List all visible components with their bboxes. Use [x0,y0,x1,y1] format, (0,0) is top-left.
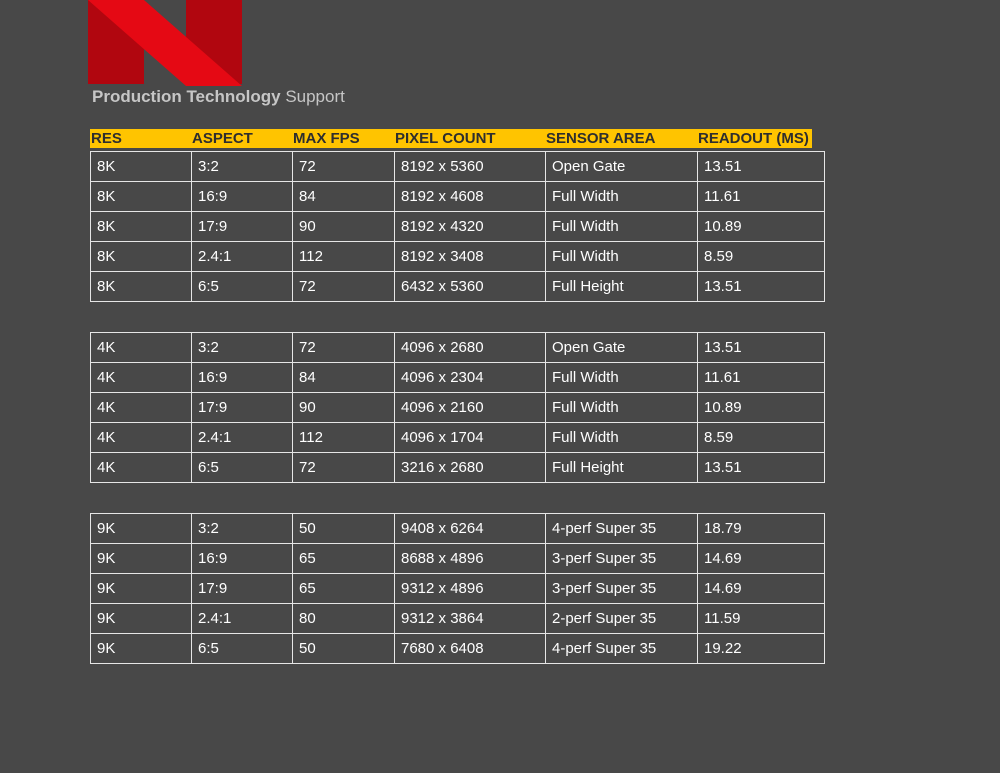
res-cell: 9K [91,634,192,664]
aspect-cell: 16:9 [192,544,293,574]
pixel-count-cell: 8192 x 4608 [395,182,546,212]
table-row [91,393,825,423]
max-fps-cell: 65 [293,544,395,574]
res-cell: 8K [91,242,192,272]
table-row [91,514,825,544]
max-fps-cell: 72 [293,333,395,363]
aspect-cell: 2.4:1 [192,242,293,272]
aspect-cell: 3:2 [192,514,293,544]
res-cell: 8K [91,212,192,242]
aspect-cell: 17:9 [192,212,293,242]
sensor-area-cell: 3-perf Super 35 [546,574,698,604]
max-fps-cell: 72 [293,152,395,182]
res-cell: 4K [91,453,192,483]
sensor-area-cell: Open Gate [546,152,698,182]
pixel-count-cell: 8192 x 3408 [395,242,546,272]
table-row [91,242,825,272]
brand-title [92,87,345,107]
sensor-area-cell: 3-perf Super 35 [546,544,698,574]
table-row [91,272,825,302]
sensor-area-cell: Full Height [546,272,698,302]
readout-cell: 18.79 [698,514,825,544]
table-row [91,544,825,574]
sensor-area-cell: Full Width [546,363,698,393]
table-row [91,182,825,212]
header-aspect: ASPECT [192,130,253,147]
max-fps-cell: 112 [293,423,395,453]
readout-cell: 10.89 [698,393,825,423]
pixel-count-cell: 9408 x 6264 [395,514,546,544]
res-cell: 4K [91,393,192,423]
table-row [91,634,825,664]
table-row [91,333,825,363]
sensor-area-cell: Full Width [546,242,698,272]
header-max-fps: MAX FPS [293,130,360,147]
max-fps-cell: 50 [293,634,395,664]
aspect-cell: 6:5 [192,634,293,664]
table-header [90,129,812,148]
res-cell: 9K [91,604,192,634]
pixel-count-cell: 6432 x 5360 [395,272,546,302]
res-cell: 8K [91,152,192,182]
header-pixel-count: PIXEL COUNT [395,130,496,147]
readout-cell: 13.51 [698,272,825,302]
sensor-area-cell: 4-perf Super 35 [546,514,698,544]
sensor-area-cell: Full Width [546,393,698,423]
table-row [91,152,825,182]
readout-cell: 19.22 [698,634,825,664]
table-row [91,453,825,483]
res-cell: 9K [91,574,192,604]
table-row [91,574,825,604]
res-cell: 4K [91,423,192,453]
pixel-count-cell: 4096 x 2304 [395,363,546,393]
readout-cell: 10.89 [698,212,825,242]
header-res: RES [91,130,122,147]
max-fps-cell: 80 [293,604,395,634]
sensor-area-cell: Full Width [546,212,698,242]
max-fps-cell: 72 [293,453,395,483]
readout-cell: 11.59 [698,604,825,634]
max-fps-cell: 72 [293,272,395,302]
sensor-area-cell: Open Gate [546,333,698,363]
max-fps-cell: 112 [293,242,395,272]
sensor-area-cell: Full Width [546,423,698,453]
readout-cell: 11.61 [698,182,825,212]
pixel-count-cell: 9312 x 4896 [395,574,546,604]
res-cell: 9K [91,514,192,544]
res-cell: 4K [91,333,192,363]
table-group-9k [90,513,825,664]
table-group-4k [90,332,825,483]
sensor-area-cell: 2-perf Super 35 [546,604,698,634]
max-fps-cell: 90 [293,393,395,423]
brand-title-bold: Production Technology [92,87,281,106]
aspect-cell: 17:9 [192,574,293,604]
aspect-cell: 3:2 [192,152,293,182]
max-fps-cell: 90 [293,212,395,242]
res-cell: 8K [91,272,192,302]
max-fps-cell: 50 [293,514,395,544]
readout-cell: 13.51 [698,152,825,182]
max-fps-cell: 84 [293,182,395,212]
aspect-cell: 3:2 [192,333,293,363]
pixel-count-cell: 8192 x 5360 [395,152,546,182]
readout-cell: 11.61 [698,363,825,393]
aspect-cell: 2.4:1 [192,423,293,453]
pixel-count-cell: 8688 x 4896 [395,544,546,574]
pixel-count-cell: 8192 x 4320 [395,212,546,242]
pixel-count-cell: 3216 x 2680 [395,453,546,483]
table-group-8k [90,151,825,302]
aspect-cell: 6:5 [192,453,293,483]
pixel-count-cell: 4096 x 2160 [395,393,546,423]
res-cell: 9K [91,544,192,574]
aspect-cell: 2.4:1 [192,604,293,634]
aspect-cell: 16:9 [192,363,293,393]
aspect-cell: 17:9 [192,393,293,423]
table-row [91,604,825,634]
max-fps-cell: 84 [293,363,395,393]
netflix-logo-icon [88,0,242,86]
table-row [91,423,825,453]
readout-cell: 8.59 [698,242,825,272]
brand-title-rest: Support [285,87,345,106]
readout-cell: 13.51 [698,333,825,363]
pixel-count-cell: 4096 x 2680 [395,333,546,363]
sensor-area-cell: 4-perf Super 35 [546,634,698,664]
header-readout: READOUT (MS) [698,130,809,147]
table-row [91,212,825,242]
max-fps-cell: 65 [293,574,395,604]
readout-cell: 13.51 [698,453,825,483]
res-cell: 4K [91,363,192,393]
pixel-count-cell: 4096 x 1704 [395,423,546,453]
readout-cell: 14.69 [698,574,825,604]
aspect-cell: 6:5 [192,272,293,302]
table-row [91,363,825,393]
readout-cell: 14.69 [698,544,825,574]
readout-cell: 8.59 [698,423,825,453]
aspect-cell: 16:9 [192,182,293,212]
header-sensor-area: SENSOR AREA [546,130,656,147]
sensor-area-cell: Full Height [546,453,698,483]
pixel-count-cell: 9312 x 3864 [395,604,546,634]
pixel-count-cell: 7680 x 6408 [395,634,546,664]
sensor-area-cell: Full Width [546,182,698,212]
res-cell: 8K [91,182,192,212]
